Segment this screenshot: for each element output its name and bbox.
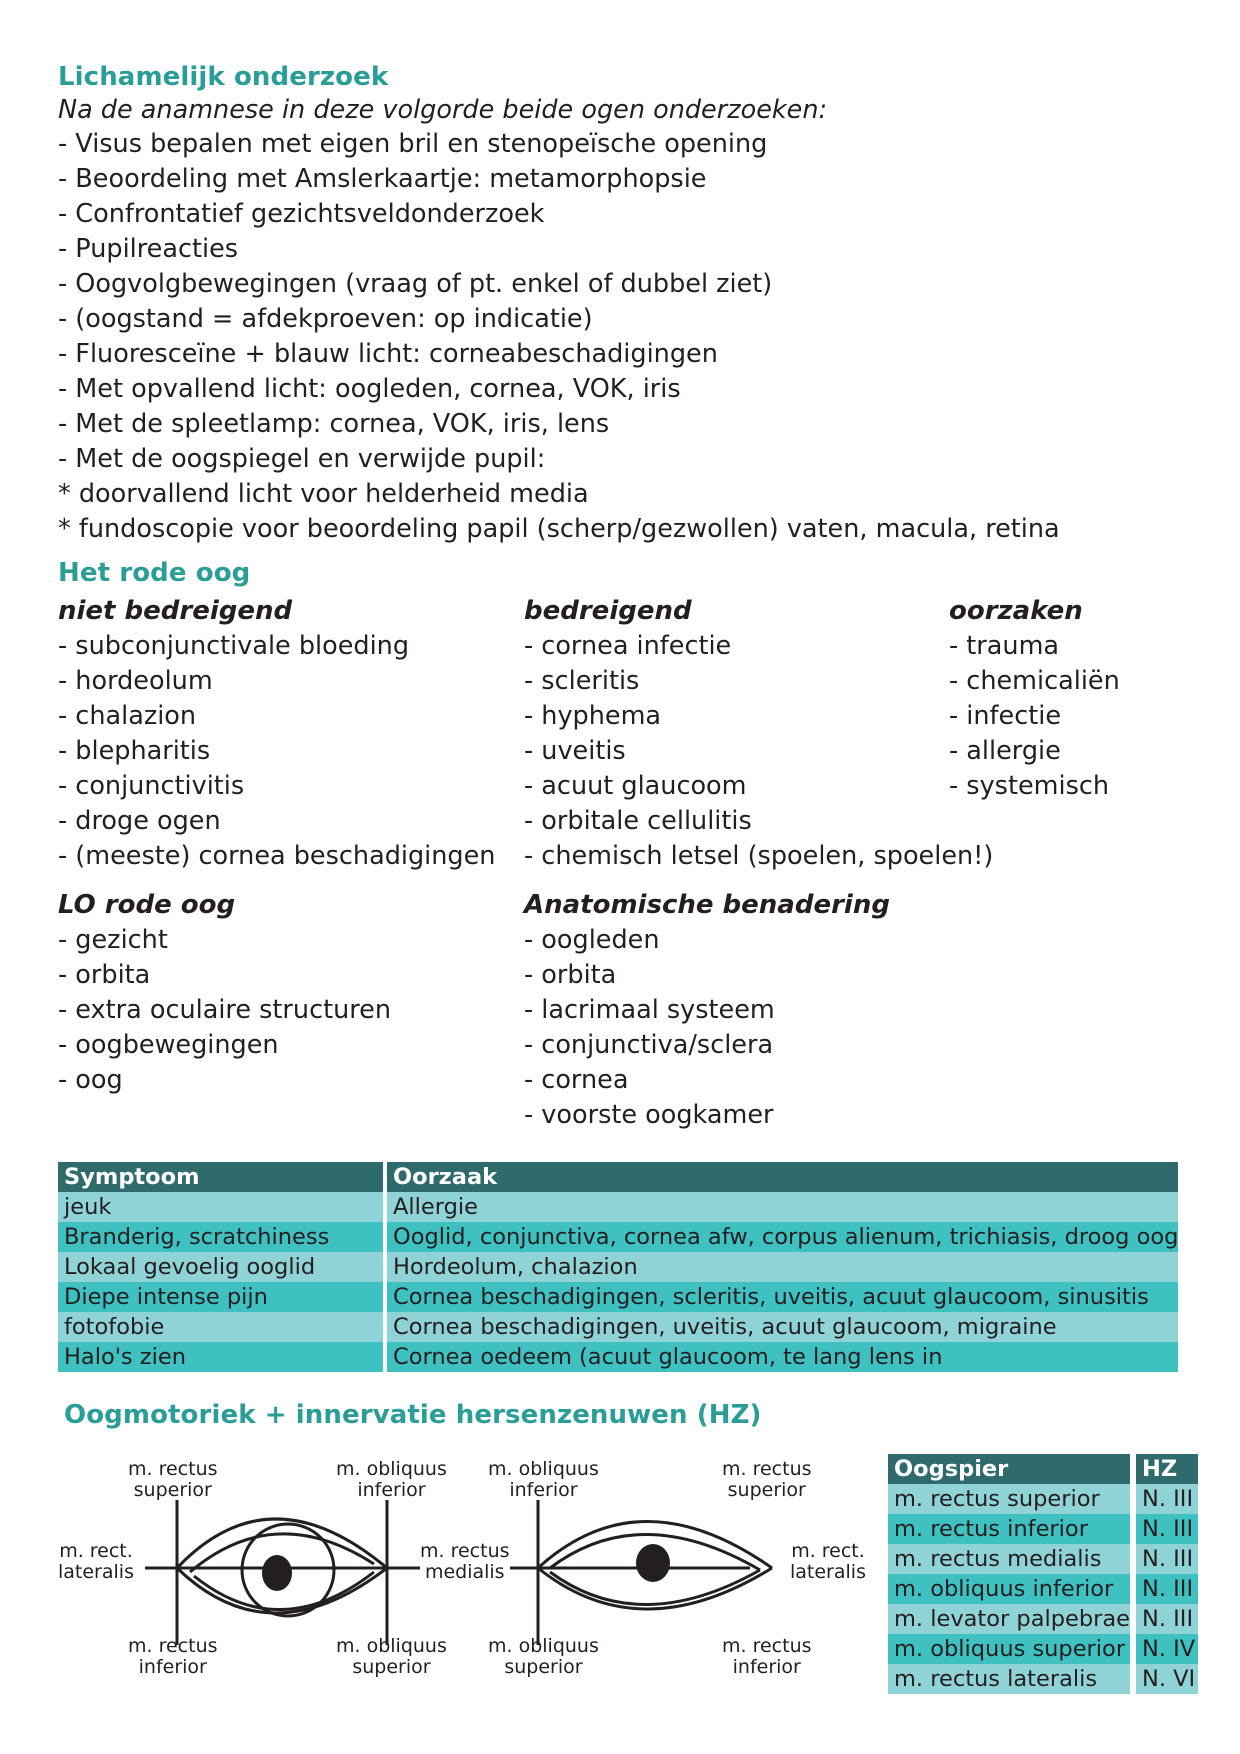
table-row — [888, 1604, 1198, 1634]
label-left-bottom-left: m. rectus inferior — [128, 1635, 218, 1678]
table-cell: N. III — [1136, 1514, 1198, 1544]
table-header: HZ — [1136, 1454, 1198, 1484]
red-eye-col-bedreigend — [524, 594, 993, 874]
list-item: - Met de oogspiegel en verwijde pupil: — [58, 444, 546, 474]
list-item: - trauma — [949, 631, 1060, 661]
list-item: - Oogvolgbewegingen (vraag of pt. enkel of dubbel ziet) — [58, 269, 773, 299]
label-right-right: m. rect. lateralis — [790, 1540, 866, 1583]
table-cell: Lokaal gevoelig ooglid — [58, 1252, 387, 1282]
list-item: - chemisch letsel (spoelen, spoelen!) — [524, 841, 994, 871]
red-eye-col-niet-bedreigend — [58, 594, 495, 874]
list-item: - Confrontatief gezichtsveldonderzoek — [58, 199, 545, 229]
table-row — [58, 1222, 1178, 1252]
table-cell: m. obliquus superior — [888, 1634, 1136, 1664]
list-item: - extra oculaire structuren — [58, 995, 392, 1025]
red-eye-title: Het rode oog — [58, 558, 251, 588]
label-left-bottom-right: m. obliquus superior — [336, 1635, 447, 1678]
list-item: - infectie — [949, 701, 1062, 731]
table-header-row — [58, 1162, 1178, 1192]
table-row — [58, 1312, 1178, 1342]
table-cell: m. rectus lateralis — [888, 1664, 1136, 1694]
label-left-right: m. rectus medialis — [420, 1540, 510, 1583]
table-cell: Ooglid, conjunctiva, cornea afw, corpus alienum, trichiasis, droog oog — [387, 1222, 1178, 1252]
list-item: - oogleden — [524, 925, 660, 955]
table-cell: m. rectus inferior — [888, 1514, 1136, 1544]
table-cell: Allergie — [387, 1192, 1178, 1222]
list-item: - Pupilreacties — [58, 234, 239, 264]
label-left-top-left: m. rectus superior — [128, 1458, 218, 1501]
table-cell: N. IV — [1136, 1634, 1198, 1664]
list-item: - oog — [58, 1065, 123, 1095]
column-title: Anatomische benadering — [524, 890, 890, 920]
table-row — [888, 1634, 1198, 1664]
column-title: LO rode oog — [58, 890, 236, 920]
table-header: Symptoom — [58, 1162, 387, 1192]
table-cell: Cornea beschadigingen, scleritis, uveitis, acuut glaucoom, sinusitis — [387, 1282, 1178, 1312]
list-item: - Met de spleetlamp: cornea, VOK, iris, lens — [58, 409, 610, 439]
list-item: - voorste oogkamer — [524, 1100, 774, 1130]
table-header: Oogspier — [888, 1454, 1136, 1484]
list-item: - Fluoresceïne + blauw licht: corneabeschadigingen — [58, 339, 718, 369]
pupil — [636, 1544, 670, 1582]
red-eye-col-oorzaken — [949, 594, 1120, 804]
list-item: - orbita — [58, 960, 151, 990]
list-item: - chalazion — [58, 701, 197, 731]
exam-intro: Na de anamnese in deze volgorde beide ogen onderzoeken: — [58, 95, 828, 125]
table-cell: Cornea beschadigingen, uveitis, acuut glaucoom, migraine — [387, 1312, 1178, 1342]
lo-rode-oog — [58, 888, 391, 1098]
list-item: - cornea — [524, 1065, 629, 1095]
table-cell: Hordeolum, chalazion — [387, 1252, 1178, 1282]
list-item: - allergie — [949, 736, 1061, 766]
table-row — [888, 1574, 1198, 1604]
table-cell: m. obliquus inferior — [888, 1574, 1136, 1604]
list-item: - (oogstand = afdekproeven: op indicatie) — [58, 304, 593, 334]
list-item: - subconjunctivale bloeding — [58, 631, 410, 661]
symptom-table — [58, 1162, 1178, 1372]
list-item: - (meeste) cornea beschadigingen — [58, 841, 496, 871]
table-row — [888, 1544, 1198, 1574]
column-title: oorzaken — [949, 596, 1083, 626]
exam-list — [58, 127, 1060, 547]
table-cell: m. rectus medialis — [888, 1544, 1136, 1574]
list-item: - systemisch — [949, 771, 1110, 801]
list-item: - orbita — [524, 960, 617, 990]
table-header: Oorzaak — [387, 1162, 1178, 1192]
list-item: - hyphema — [524, 701, 662, 731]
label-right-bottom-left: m. obliquus superior — [488, 1635, 599, 1678]
table-cell: Branderig, scratchiness — [58, 1222, 387, 1252]
exam-title: Lichamelijk onderzoek — [58, 62, 389, 92]
table-cell: N. III — [1136, 1484, 1198, 1514]
label-left-top-right: m. obliquus inferior — [336, 1458, 447, 1501]
table-cell: Diepe intense pijn — [58, 1282, 387, 1312]
label-right-bottom-right: m. rectus inferior — [722, 1635, 812, 1678]
column-title: bedreigend — [524, 596, 692, 626]
list-item: - conjunctivitis — [58, 771, 245, 801]
table-row — [58, 1282, 1178, 1312]
table-row — [888, 1514, 1198, 1544]
list-item: - hordeolum — [58, 666, 213, 696]
list-item: - conjunctiva/sclera — [524, 1030, 774, 1060]
table-cell: fotofobie — [58, 1312, 387, 1342]
table-cell: jeuk — [58, 1192, 387, 1222]
list-item: - orbitale cellulitis — [524, 806, 752, 836]
list-item: - uveitis — [524, 736, 626, 766]
table-cell: Halo's zien — [58, 1342, 387, 1372]
table-cell: N. III — [1136, 1574, 1198, 1604]
list-item: - droge ogen — [58, 806, 221, 836]
table-row — [888, 1664, 1198, 1694]
table-row — [58, 1342, 1178, 1372]
list-item: * fundoscopie voor beoordeling papil (scherp/gezwollen) vaten, macula, retina — [58, 514, 1060, 544]
table-row — [888, 1484, 1198, 1514]
list-item: - lacrimaal systeem — [524, 995, 775, 1025]
table-cell: Cornea oedeem (acuut glaucoom, te lang lens in — [387, 1342, 1178, 1372]
table-cell: N. III — [1136, 1544, 1198, 1574]
table-cell: N. III — [1136, 1604, 1198, 1634]
list-item: - Beoordeling met Amslerkaartje: metamorphopsie — [58, 164, 707, 194]
list-item: - chemicaliën — [949, 666, 1120, 696]
table-cell: m. levator palpebrae — [888, 1604, 1136, 1634]
list-item: * doorvallend licht voor helderheid media — [58, 479, 589, 509]
label-left-left: m. rect. lateralis — [58, 1540, 134, 1583]
list-item: - cornea infectie — [524, 631, 732, 661]
list-item: - oogbewegingen — [58, 1030, 279, 1060]
motor-title: Oogmotoriek + innervatie hersenzenuwen (HZ) — [64, 1400, 762, 1430]
pupil — [262, 1555, 292, 1591]
list-item: - gezicht — [58, 925, 168, 955]
table-row — [58, 1252, 1178, 1282]
list-item: - acuut glaucoom — [524, 771, 747, 801]
table-cell: m. rectus superior — [888, 1484, 1136, 1514]
column-title: niet bedreigend — [58, 596, 293, 626]
list-item: - scleritis — [524, 666, 640, 696]
table-header-row — [888, 1454, 1198, 1484]
list-item: - Visus bepalen met eigen bril en stenopeïsche opening — [58, 129, 768, 159]
anatomische-benadering — [524, 888, 890, 1133]
oogspier-table — [888, 1454, 1198, 1694]
list-item: - blepharitis — [58, 736, 211, 766]
label-right-top-right: m. rectus superior — [722, 1458, 812, 1501]
table-row — [58, 1192, 1178, 1222]
table-cell: N. VI — [1136, 1664, 1198, 1694]
label-right-top-left: m. obliquus inferior — [488, 1458, 599, 1501]
list-item: - Met opvallend licht: oogleden, cornea, VOK, iris — [58, 374, 681, 404]
